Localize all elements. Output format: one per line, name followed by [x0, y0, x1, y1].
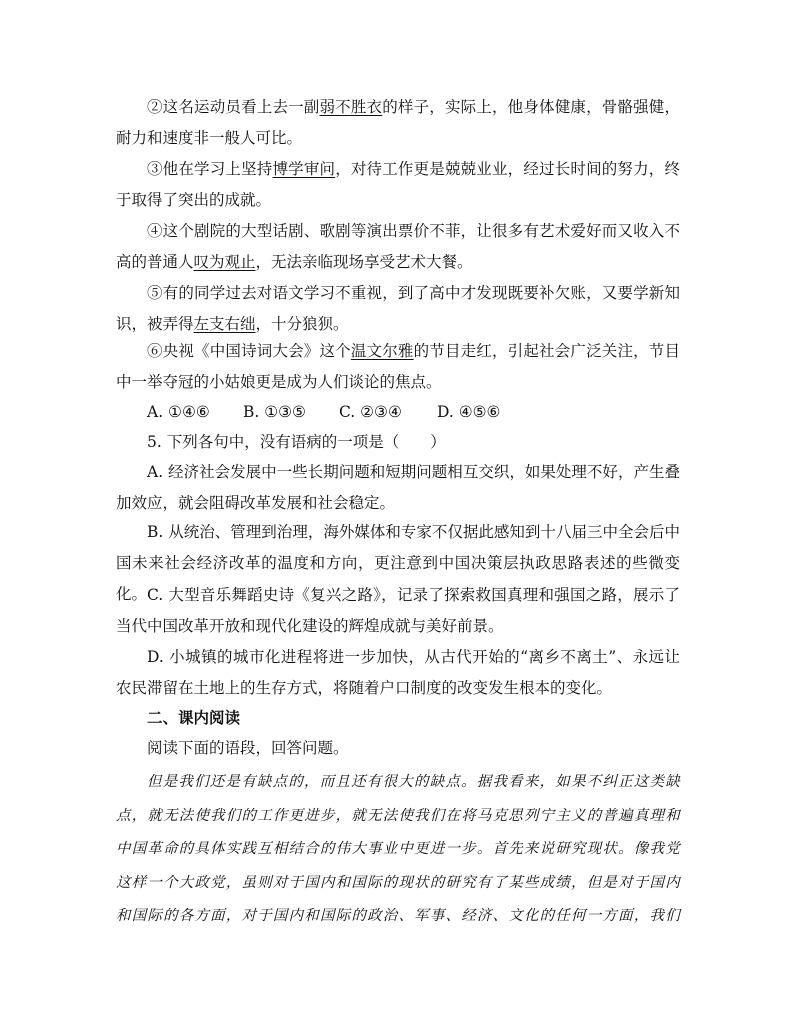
option-c: C. ②③④	[339, 403, 402, 421]
option-b: B. ①③⑤	[243, 403, 306, 421]
underlined-idiom: 博学审问	[272, 160, 336, 178]
underlined-idiom: 弱不胜衣	[319, 98, 383, 116]
q4-options	[147, 397, 500, 428]
item-2: ②这名运动员看上去一副弱不胜衣的样子，实际上，他身体健康，骨骼强健，耐力和速度非一般人可比。	[116, 98, 680, 147]
item-4: ④这个剧院的大型话剧、歌剧等演出票价不菲，让很多有艺术爱好而又收入不高的普通人叹为观止，无法亲临现场享受艺术大餐。	[116, 222, 680, 271]
option-d: D. ④⑤⑥	[437, 403, 501, 421]
option-a: A. ①④⑥	[147, 403, 210, 421]
reading-instruction: 阅读下面的语段，回答问题。	[147, 739, 349, 757]
underlined-idiom: 叹为观止	[193, 253, 256, 271]
passage-line: 这样一个大政党，虽则对于国内和国际的现状的研究有了某些成绩，但是对于国内	[116, 874, 680, 891]
q5-option-a: A. 经济社会发展中一些长期问题和短期问题相互交织，如果处理不好，产生叠加效应，就会阻碍改革发展和社会稳定。	[116, 463, 680, 512]
question-5-stem: 5. 下列各句中，没有语病的一项是（ ）	[147, 433, 446, 451]
reading-passage	[116, 766, 680, 934]
q5-option-d: D. 小城镇的城市化进程将进一步加快，从古代开始的“离乡不离土”、永远让农民滞留在土地上的生存方式，将随着户口制度的改变发生根本的变化。	[116, 648, 680, 697]
q5-option-b: B. 从统治、管理到治理，海外媒体和专家不仅据此感知到十八届三中全会后中国未来社会经济改革的温度和方向，更注意到中国决策层执政思路表述的些微变化。	[116, 523, 680, 603]
underlined-idiom: 温文尔雅	[350, 342, 414, 360]
passage-line: 和国际的各方面，对于国内和国际的政治、军事、经济、文化的任何一方面，我们	[116, 908, 680, 925]
passage-line: 中国革命的具体实践互相结合的伟大事业中更进一步。首先来说研究现状。像我党	[116, 841, 680, 858]
underlined-idiom: 左支右绌	[193, 315, 256, 333]
item-5: ⑤有的同学过去对语文学习不重视，到了高中才发现既要补欠账，又要学新知识，被弄得左支右绌，十分狼狈。	[116, 284, 680, 333]
section-heading: 二、课内阅读	[147, 708, 241, 727]
item-6: ⑥央视《中国诗词大会》这个温文尔雅的节目走红，引起社会广泛关注，节目中一举夺冠的小姑娘更是成为人们谈论的焦点。	[116, 342, 680, 391]
passage-line: 点，就无法使我们的工作更进步，就无法使我们在将马克思列宁主义的普遍真理和	[116, 807, 680, 824]
passage-line: 但是我们还是有缺点的，而且还有很大的缺点。据我看来，如果不纠正这类缺	[147, 774, 680, 790]
q5-option-c: C. 大型音乐舞蹈史诗《复兴之路》，记录了探索救国真理和强国之路，展示了当代中国改革开放和现代化建设的辉煌成就与美好前景。	[116, 586, 680, 635]
item-3: ③他在学习上坚持博学审问，对待工作更是兢兢业业，经过长时间的努力，终于取得了突出的成就。	[116, 160, 680, 209]
